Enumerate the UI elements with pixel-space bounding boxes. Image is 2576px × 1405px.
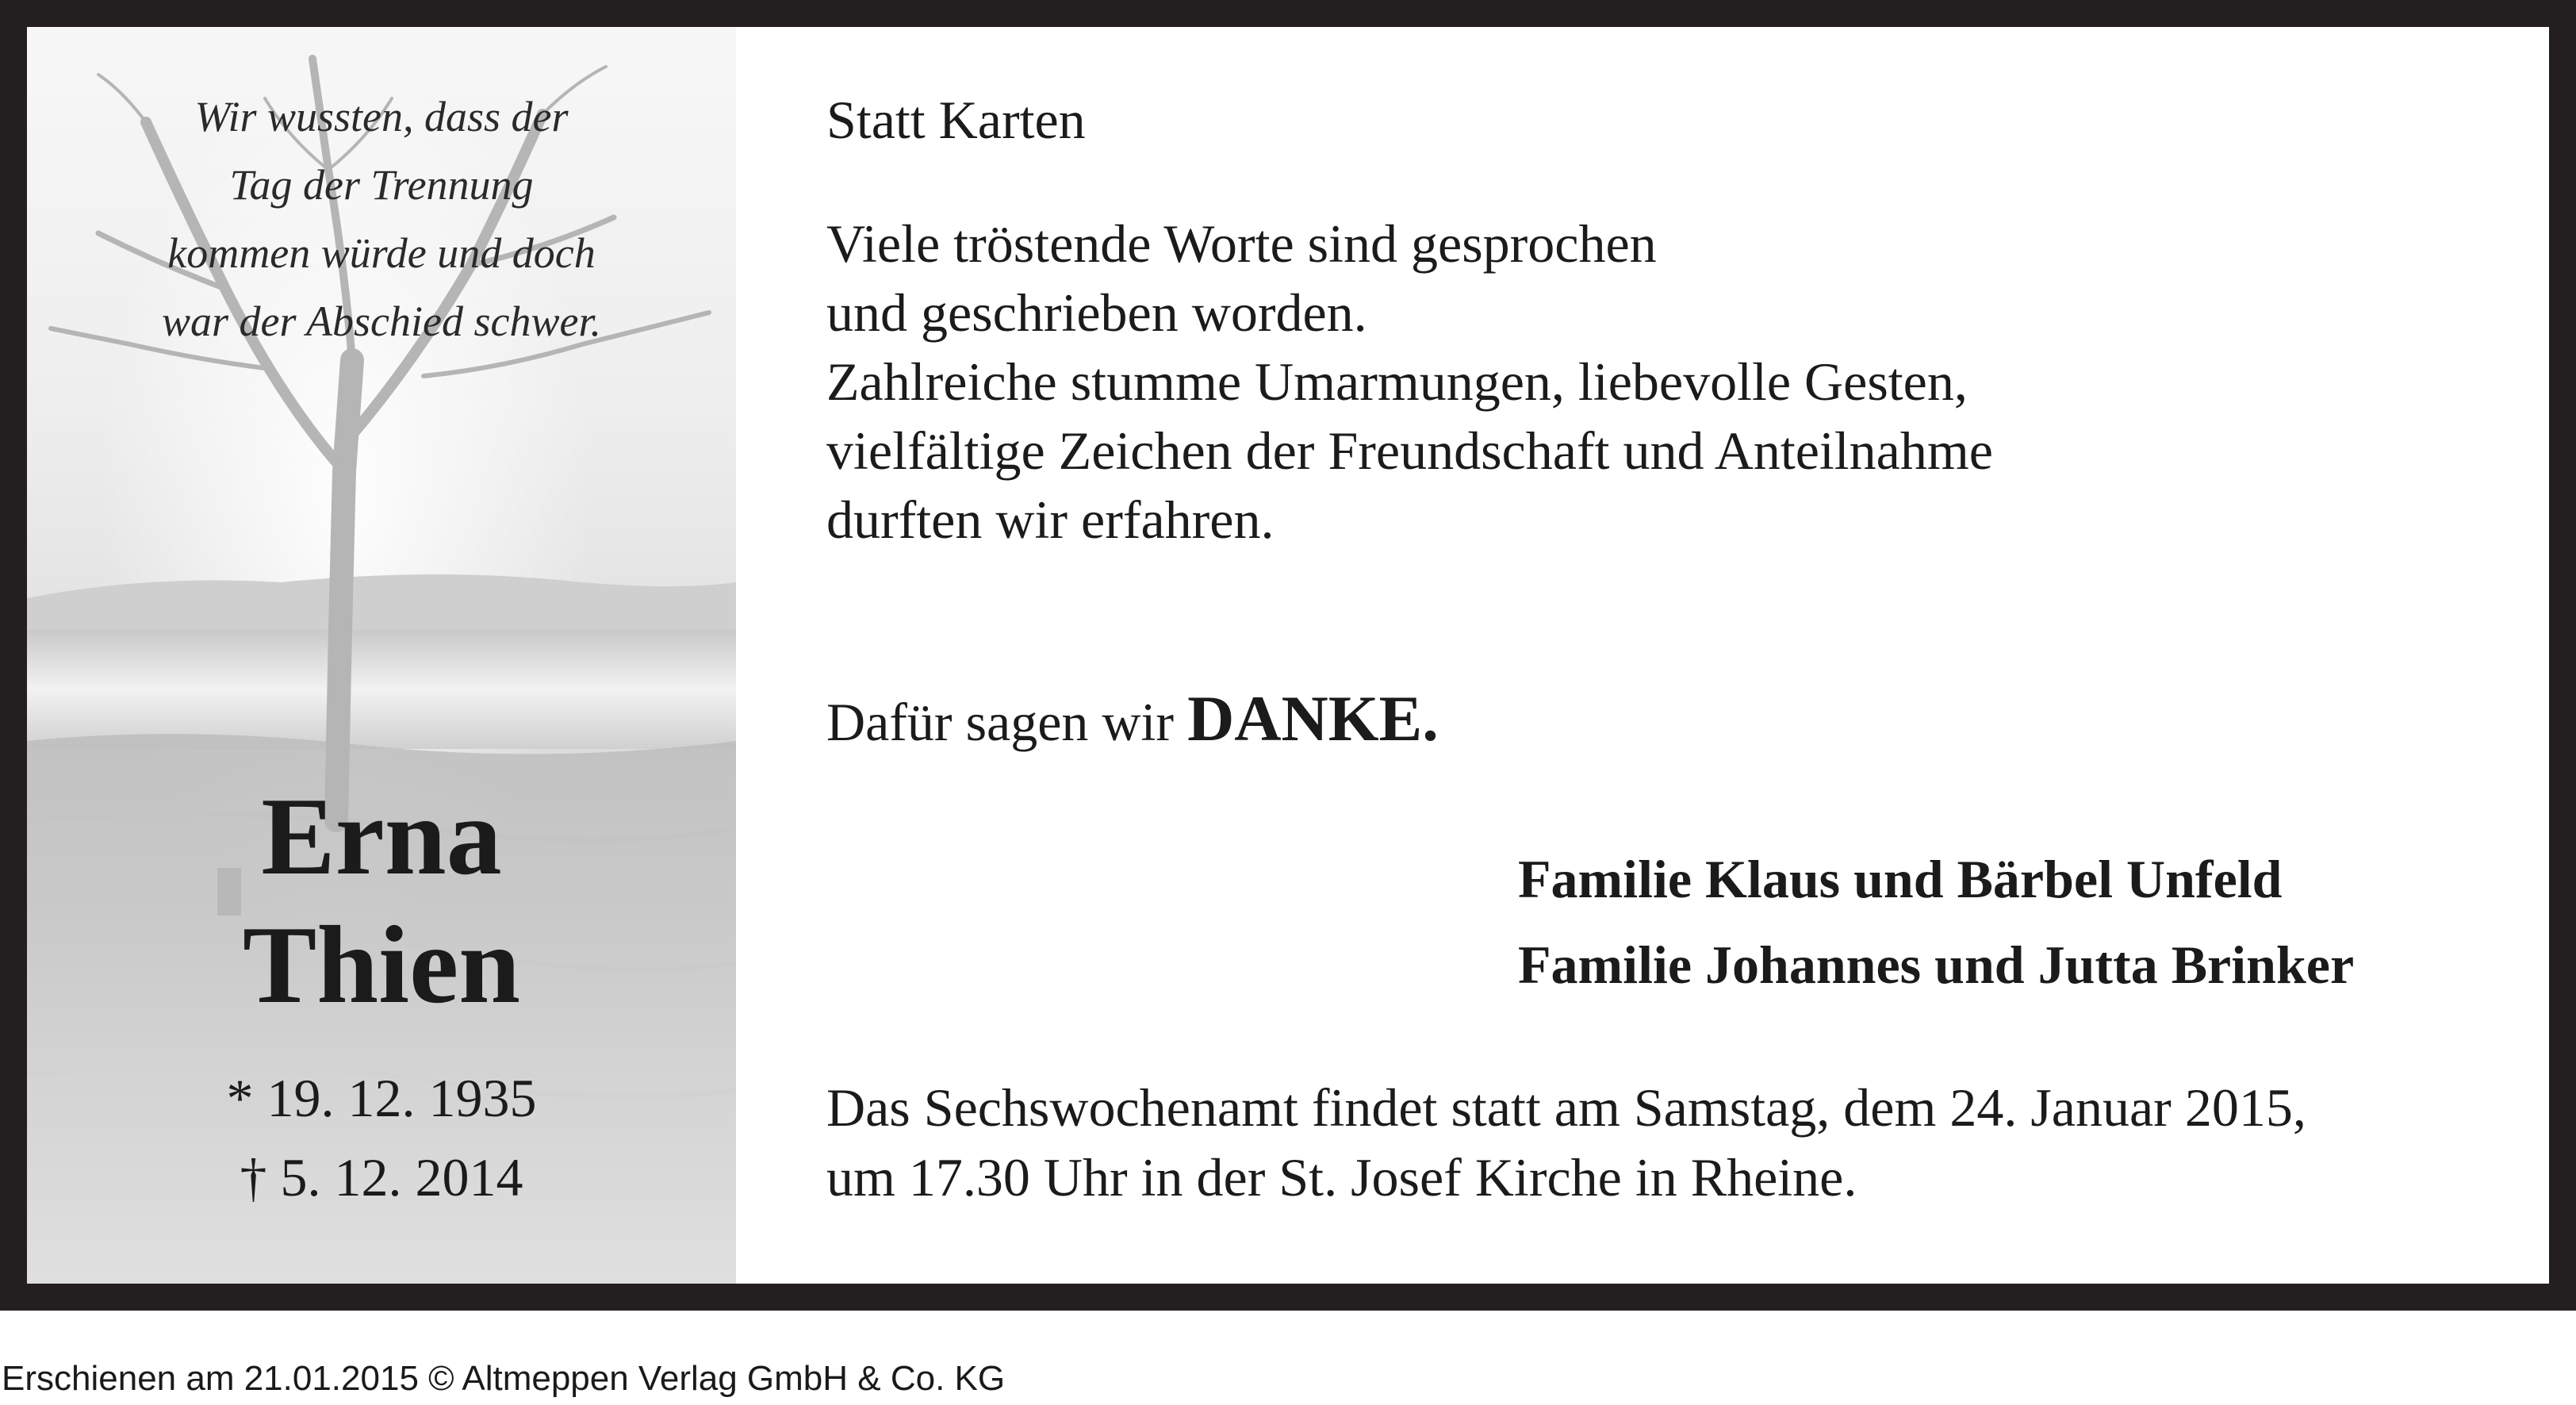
- memorial-photo-panel: [27, 27, 736, 1284]
- service-line: um 17.30 Uhr in der St. Josef Kirche in Rheine.: [826, 1147, 1857, 1207]
- thanks-word: DANKE.: [1187, 682, 1439, 754]
- first-name: Erna: [261, 775, 502, 898]
- notice-content: [27, 27, 2549, 1284]
- quote-line: Wir wussten, dass der: [194, 93, 569, 140]
- notice-text: [826, 27, 2524, 1284]
- quote-line: war der Abschied schwer.: [162, 298, 601, 345]
- notice-header: Statt Karten: [826, 90, 1086, 150]
- last-name: Thien: [242, 904, 521, 1027]
- life-dates: [27, 1058, 736, 1217]
- thanks-line: [826, 679, 1439, 762]
- quote-line: kommen würde und doch: [167, 229, 596, 277]
- quote-line: Tag der Trennung: [229, 161, 534, 209]
- body-line: Zahlreiche stumme Umarmungen, liebevolle Gesten,: [826, 351, 1968, 412]
- body-line: vielfältige Zeichen der Freundschaft und Anteilnahme: [826, 420, 1993, 481]
- memorial-quote: [59, 83, 704, 355]
- death-date: † 5. 12. 2014: [240, 1147, 523, 1207]
- birth-date: * 19. 12. 1935: [226, 1068, 537, 1128]
- body-line: Viele tröstende Worte sind gesprochen: [826, 213, 1657, 274]
- notice-body: [826, 209, 1993, 555]
- publication-credit: Erschienen am 21.01.2015 © Altmeppen Verlag GmbH & Co. KG: [2, 1359, 1006, 1398]
- thanks-prefix: Dafür sagen wir: [826, 692, 1188, 752]
- body-line: durften wir erfahren.: [826, 489, 1275, 550]
- deceased-name: [27, 773, 736, 1030]
- signature-line: Familie Klaus und Bärbel Unfeld: [1518, 849, 2283, 909]
- signature-line: Familie Johannes und Jutta Brinker: [1518, 935, 2355, 995]
- body-line: und geschrieben worden.: [826, 282, 1367, 343]
- service-line: Das Sechswochenamt findet statt am Samstag, dem 24. Januar 2015,: [826, 1077, 2306, 1138]
- signatures: [1518, 836, 2354, 1008]
- service-info: [826, 1073, 2306, 1212]
